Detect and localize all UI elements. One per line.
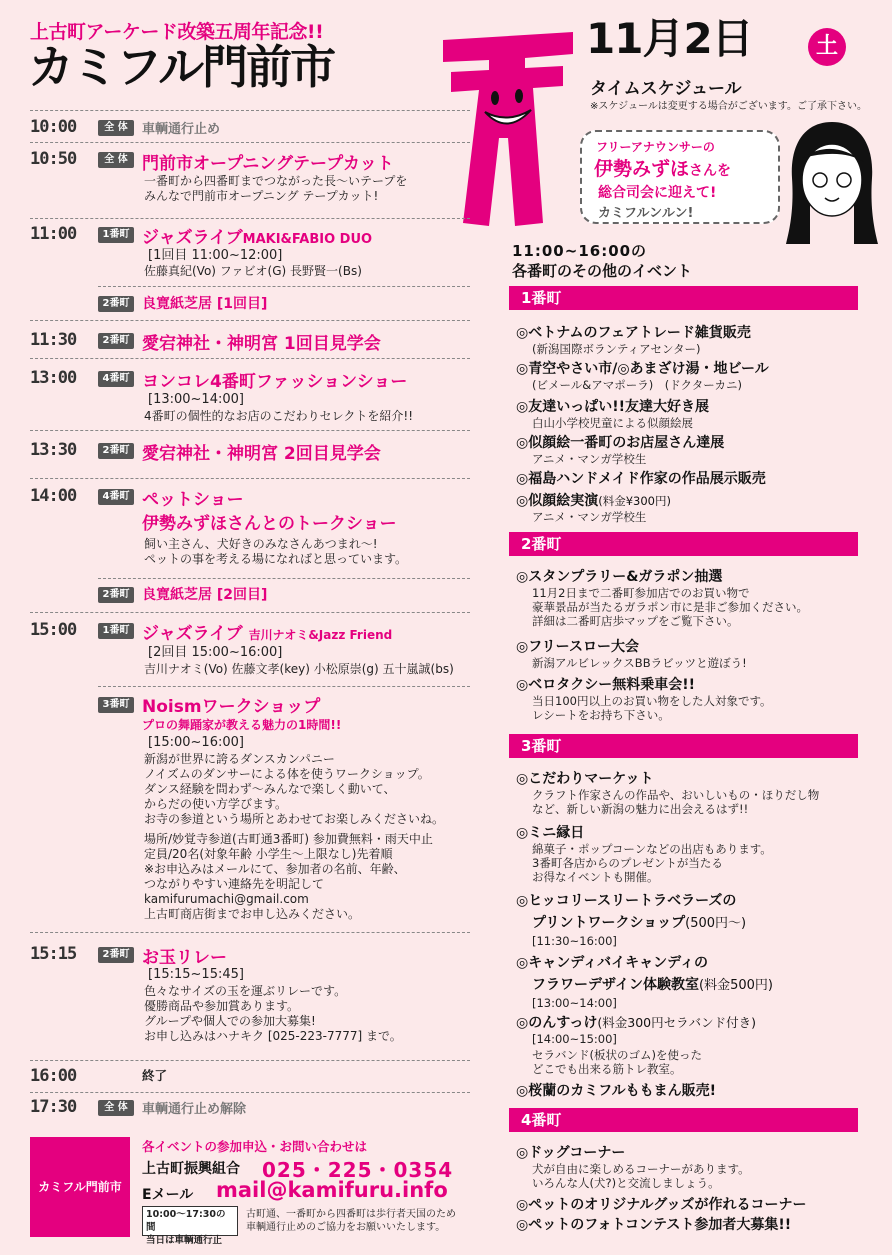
event-time-range: [2回目 15:00~16:00] [148, 645, 283, 660]
event-item-title: ◎スタンプラリー&ガラポン抽選 [516, 569, 723, 585]
event-item-title: ◎ベロタクシー無料乗車会!! [516, 677, 695, 693]
event-title-main: ジャズライブ [142, 624, 243, 644]
event-item-title: ◎こだわりマーケット [516, 771, 654, 787]
contact-phone[interactable]: 025・225・0354 [262, 1158, 454, 1182]
event-title-sub: [2回目] [216, 587, 268, 603]
area-badge: 2番町 [98, 296, 134, 312]
area-badge: 3番町 [98, 697, 134, 713]
event-title-main: ジャズライブ [142, 228, 243, 248]
event-item-title: ◎青空やさい市/◎あまざけ湯・地ビール [516, 361, 769, 377]
event-item-title: ◎友達いっぱい!!友達大好き展 [516, 399, 709, 415]
other-events-heading: 11:00~16:00の [512, 242, 648, 260]
event-item-title [516, 490, 671, 510]
contact-heading: 各イベントの参加申込・お問い合わせは [142, 1139, 368, 1154]
time-1130: 11:30 [30, 330, 77, 350]
event-time-range: [15:15~15:45] [148, 967, 244, 982]
event-title [142, 223, 372, 248]
event-time-range: [15:00~16:00] [148, 735, 244, 750]
footer-logo: カミフル門前市 [30, 1137, 130, 1237]
email-label: Eメール [142, 1187, 194, 1203]
event-item-detail: 白山小学校児童による似顔絵展 [532, 416, 693, 430]
event-item-time: [14:00~15:00] [532, 1032, 617, 1046]
event-item-title: ◎ミニ縁日 [516, 825, 585, 841]
event-title [142, 439, 381, 464]
event-item-price: (料金¥300円) [598, 494, 671, 508]
event-performers: 吉川ナオミ(Vo) 佐藤文孝(key) 小松原崇(g) 五十嵐誠(bs) [144, 662, 454, 676]
section-header-4: 4番町 [509, 1108, 858, 1132]
announcer-name-line [594, 154, 731, 181]
time-1330: 13:30 [30, 440, 77, 460]
event-item-title: ◎ベトナムのフェアトレード雑貨販売 [516, 325, 751, 341]
event-item-title-main: ◎のんすっけ [516, 1015, 598, 1031]
event-title: 門前市オープニングテープカット [142, 154, 394, 174]
time-1300: 13:00 [30, 368, 77, 388]
event-title [142, 329, 381, 354]
event-item-detail: アニメ・マンガ学校生 [532, 452, 647, 466]
event-item-detail: 新潟アルビレックスBBラビッツと遊ぼう! [532, 656, 747, 670]
area-badge: 全 体 [98, 1100, 134, 1116]
section-header-3: 3番町 [509, 734, 858, 758]
announcer-role-line: 総合司会に迎えて! [598, 185, 717, 201]
area-badge: 4番町 [98, 489, 134, 505]
event-title [142, 619, 392, 644]
event-title: お玉リレー [142, 948, 227, 968]
announcer-box [580, 130, 780, 224]
event-application-info: 場所/妙覚寺参道(古町通3番町) 参加費無料・雨天中止 定員/20名(対象年齢 小学生～上限なし)先着順 ※お申込みはメールにて、参加者の名前、年齢、 つながりやすい連絡先を明記して kamifurumachi@gmail.com 上古町商店街までお申し込みください。 [144, 832, 433, 921]
event-title-line2: 伊勢みずほさんとのトークショー [142, 514, 397, 534]
section-header-2: 2番町 [509, 532, 858, 556]
contact-email[interactable]: mail@kamifuru.info [216, 1178, 448, 1202]
area-badge: 1番町 [98, 227, 134, 243]
area-badge: 全 体 [98, 152, 134, 168]
event-description: 一番町から四番町までつながった長～いテープを みんなで門前市オープニング テープカット! [144, 174, 408, 203]
event-description: 飼い主さん、犬好きのみなさんあつまれ～! ペットの事を考える場になればと思っています。 [144, 537, 408, 566]
event-item-title: ◎ペットのオリジナルグッズが作れるコーナー [516, 1197, 807, 1213]
announcer-name: 伊勢みずほ [594, 158, 690, 180]
event-title [142, 293, 267, 313]
traffic-notice-box: 10:00～17:30の間 当日は車輌通行止 [142, 1206, 238, 1236]
event-item-detail: 11月2日まで二番町参加店でのお買い物で 豪華景品が当たるガラポン市に是非ご参加ください。 詳細は二番町店歩マップをご覧下さい。 [532, 586, 808, 628]
area-badge: 1番町 [98, 623, 134, 639]
announcer-slogan: カミフルンルン! [598, 206, 694, 221]
event-item-detail: [11:30~16:00] [532, 934, 617, 948]
event-item-title: ◎ドッグコーナー [516, 1145, 626, 1161]
time-1050: 10:50 [30, 149, 77, 169]
event-item-price: (500円～) [685, 916, 747, 931]
event-time-range: [1回目 11:00~12:00] [148, 248, 283, 263]
event-item-price: (料金300円セラバンド付き) [597, 1015, 757, 1030]
event-title: 終了 [142, 1068, 168, 1083]
event-item-price: (料金500円) [699, 978, 773, 993]
event-title-main: 愛宕神社・神明宮 [142, 444, 278, 464]
event-title-main: 愛宕神社・神明宮 [142, 334, 278, 354]
event-description: 新潟が世界に誇るダンスカンパニー ノイズムのダンサーによる体を使うワークショップ。 ダンス経験を問わず～みんなで楽しく動いて、 からだの使い方学びます。 お寺の参道という場所とあわせてお楽しみくださいね。 [144, 752, 445, 826]
event-item-detail: [13:00~14:00] [532, 996, 617, 1010]
event-performers: 佐藤真紀(Vo) ファビオ(G) 長野賢一(Bs) [144, 264, 362, 278]
event-item-detail: 犬が自由に楽しめるコーナーがあります。 いろんな人(犬?)と交流しましょう。 [532, 1162, 750, 1190]
section-header-1: 1番町 [509, 286, 858, 310]
event-subtitle: 上古町アーケード改築五周年記念!! [30, 21, 324, 43]
event-item-detail: アニメ・マンガ学校生 [532, 510, 647, 524]
event-date: 11月2日 [586, 14, 753, 63]
event-title: Noismワークショップ [142, 697, 321, 717]
event-title-main: 良寛紙芝居 [142, 587, 212, 603]
event-title-sub: MAKI&FABIO DUO [242, 232, 373, 247]
area-badge: 2番町 [98, 947, 134, 963]
event-item-detail: (新潟国際ボランティアセンター) [532, 342, 701, 356]
contact-org: 上古町振興組合 [142, 1161, 240, 1177]
time-1500: 15:00 [30, 620, 77, 640]
event-title-main: 良寛紙芝居 [142, 296, 212, 312]
event-item-detail: 綿菓子・ポップコーンなどの出店もあります。 3番町各店からのプレゼントが当たる お得なイベントも開催。 [532, 842, 772, 884]
time-1730: 17:30 [30, 1097, 77, 1117]
area-badge: 2番町 [98, 587, 134, 603]
time-1000: 10:00 [30, 117, 77, 137]
event-title: 車輌通行止め [142, 122, 221, 137]
event-item-title [516, 1012, 756, 1032]
event-title: カミフル門前市 [28, 40, 335, 94]
event-title-sub: プロの舞踊家が教える魅力の1時間!! [142, 718, 342, 732]
weekday-badge: 土 [808, 28, 846, 66]
area-badge: 全 体 [98, 120, 134, 136]
mascot-illustration [433, 28, 583, 238]
event-title-sub: 2回目見学会 [283, 444, 381, 464]
area-badge: 2番町 [98, 443, 134, 459]
event-title-sub: [1回目] [216, 296, 268, 312]
event-title: ペットショー [142, 490, 244, 510]
event-item-title-main: プリントワークショップ [532, 915, 686, 931]
event-title-sub: 1回目見学会 [283, 334, 381, 354]
event-description: 4番町の個性的なお店のこだわりセレクトを紹介!! [144, 409, 414, 423]
event-title-sub: 吉川ナオミ&Jazz Friend [248, 628, 393, 642]
area-badge: 4番町 [98, 371, 134, 387]
event-item-title-main: ◎似顔絵実演 [516, 493, 599, 509]
traffic-notice-text: 古町通、一番町から四番町は歩行者天国のため 車輌通行止めのご協力をお願いいたします。 [246, 1209, 456, 1233]
event-item-title-line2 [532, 974, 773, 994]
event-item-detail: (ビメール&アマポーラ) (ドクターカニ) [532, 378, 742, 392]
time-1515: 15:15 [30, 944, 77, 964]
event-item-detail: セラバンド(板状のゴム)を使った どこでも出来る筋トレ教室。 [532, 1048, 702, 1076]
area-badge: 2番町 [98, 333, 134, 349]
event-title: ヨンコレ4番町ファッションショー [142, 372, 408, 392]
schedule-label: タイムスケジュール [590, 79, 742, 99]
event-item-title: ◎ペットのフォトコンテスト参加者大募集!! [516, 1217, 792, 1233]
event-time-range: [13:00~14:00] [148, 392, 244, 407]
time-1100: 11:00 [30, 224, 77, 244]
event-item-title-line2 [532, 912, 746, 932]
event-item-detail: 当日100円以上のお買い物をした人対象です。 レシートをお持ち下さい。 [532, 694, 772, 722]
event-title: 車輌通行止め解除 [142, 1102, 247, 1117]
event-title [142, 584, 267, 604]
event-item-title: ◎似顔絵一番町のお店屋さん達展 [516, 435, 725, 451]
event-item-title-main: フラワーデザイン体験教室 [532, 977, 700, 993]
event-description: 色々なサイズの玉を運ぶリレーです。 優勝商品や参加賞あります。 グループや個人での参加大募集! お申し込みはハナキク [025-223-7777] まで。 [144, 984, 402, 1043]
event-item-title: ◎ヒッコリースリートラベラーズの [516, 893, 737, 909]
event-item-title: ◎キャンディバイキャンディの [516, 955, 708, 971]
event-item-title: ◎桜蘭のカミフルももまん販売! [516, 1083, 717, 1099]
announcer-name-suffix: さんを [689, 163, 732, 179]
other-events-subheading: 各番町のその他のイベント [512, 262, 693, 280]
announcer-role: フリーアナウンサーの [596, 140, 715, 154]
schedule-note: ※スケジュールは変更する場合がございます。ご了承下さい。 [590, 101, 867, 112]
event-item-title: ◎フリースロー大会 [516, 639, 639, 655]
time-1400: 14:00 [30, 486, 77, 506]
event-item-title: ◎福島ハンドメイド作家の作品展示販売 [516, 471, 766, 487]
announcer-portrait [782, 118, 882, 248]
time-1600: 16:00 [30, 1066, 77, 1086]
event-item-detail: クラフト作家さんの作品や、おいしいもの・ほりだし物 など、新しい新潟の魅力に出会えるはず!! [532, 788, 820, 816]
